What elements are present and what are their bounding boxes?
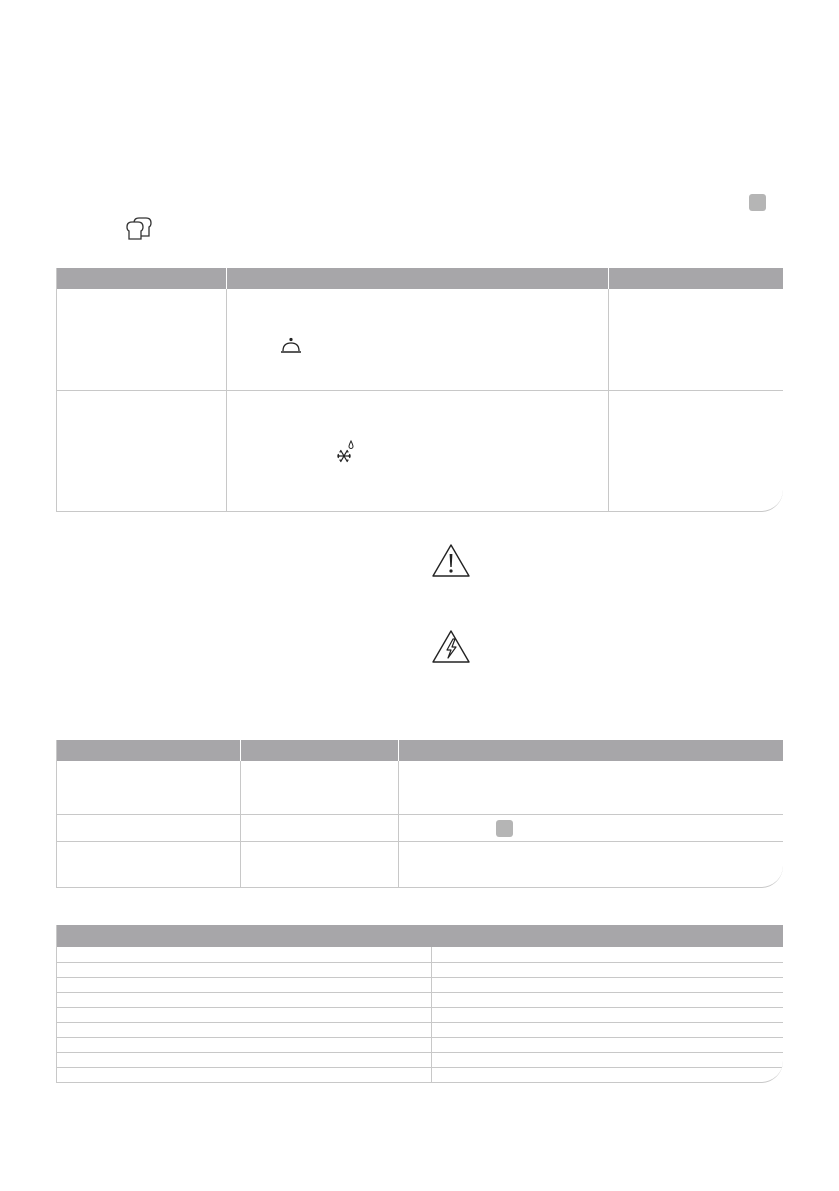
table-cell: [432, 1022, 783, 1037]
table-2-header-col-2: [241, 740, 399, 761]
table-row: [57, 1067, 783, 1082]
table-row: [57, 841, 783, 887]
table-2-header-col-1: [57, 740, 241, 761]
table-row: [57, 390, 783, 511]
table-3-header: [57, 925, 783, 947]
table-cell: [57, 390, 227, 511]
table-1-header-row: [57, 268, 783, 289]
table-1-header-col-1: [57, 268, 227, 289]
table-row: [57, 289, 783, 390]
table-2-header-col-3: [399, 740, 783, 761]
table-cell: [432, 962, 783, 977]
table-2-header-row: [57, 740, 783, 761]
table-1-header-col-2: [227, 268, 609, 289]
snowflake-drop-icon: [335, 439, 357, 465]
table-cell: [432, 1037, 783, 1052]
serving-cloche-icon: [280, 337, 302, 355]
table-cell: [57, 1052, 432, 1067]
table-row: [57, 1052, 783, 1067]
table-row: [57, 1007, 783, 1022]
table-cell: [241, 841, 399, 887]
table-row: [57, 761, 783, 814]
table-cell: [227, 390, 609, 511]
table-row: [57, 1022, 783, 1037]
table-cell: [57, 761, 241, 814]
toast-icon: [124, 215, 154, 241]
table-cell: [57, 992, 432, 1007]
table-cell: [432, 1007, 783, 1022]
table-cell: [609, 289, 783, 390]
table-cell: [57, 1067, 432, 1082]
table-cell: [432, 1067, 783, 1082]
table-row: [57, 992, 783, 1007]
table-cell: [57, 1037, 432, 1052]
table-cell: [57, 1022, 432, 1037]
table-3: [56, 925, 783, 1083]
table-cell: [57, 947, 432, 962]
inline-marker-square: [496, 820, 513, 837]
table-cell: [609, 390, 783, 511]
table-cell: [432, 947, 783, 962]
table-row: [57, 1037, 783, 1052]
table-cell: [57, 289, 227, 390]
table-cell: [57, 814, 241, 841]
table-cell: [399, 814, 783, 841]
table-cell: [241, 814, 399, 841]
electric-hazard-icon: [431, 629, 471, 664]
table-cell: [57, 962, 432, 977]
table-cell: [57, 1007, 432, 1022]
chapter-marker-square: [749, 194, 766, 211]
table-cell: [432, 1052, 783, 1067]
table-3-header-row: [57, 925, 783, 947]
table-2: [56, 740, 783, 888]
table-cell: [241, 761, 399, 814]
table-cell: [432, 977, 783, 992]
table-row: [57, 962, 783, 977]
table-cell: [227, 289, 609, 390]
table-row: [57, 947, 783, 962]
table-row: [57, 977, 783, 992]
table-cell: [57, 977, 432, 992]
table-cell: [399, 841, 783, 887]
table-row: [57, 814, 783, 841]
warning-triangle-icon: [431, 543, 471, 578]
table-cell: [432, 992, 783, 1007]
table-1: [56, 268, 783, 512]
table-cell: [57, 841, 241, 887]
table-cell: [399, 761, 783, 814]
table-1-header-col-3: [609, 268, 783, 289]
